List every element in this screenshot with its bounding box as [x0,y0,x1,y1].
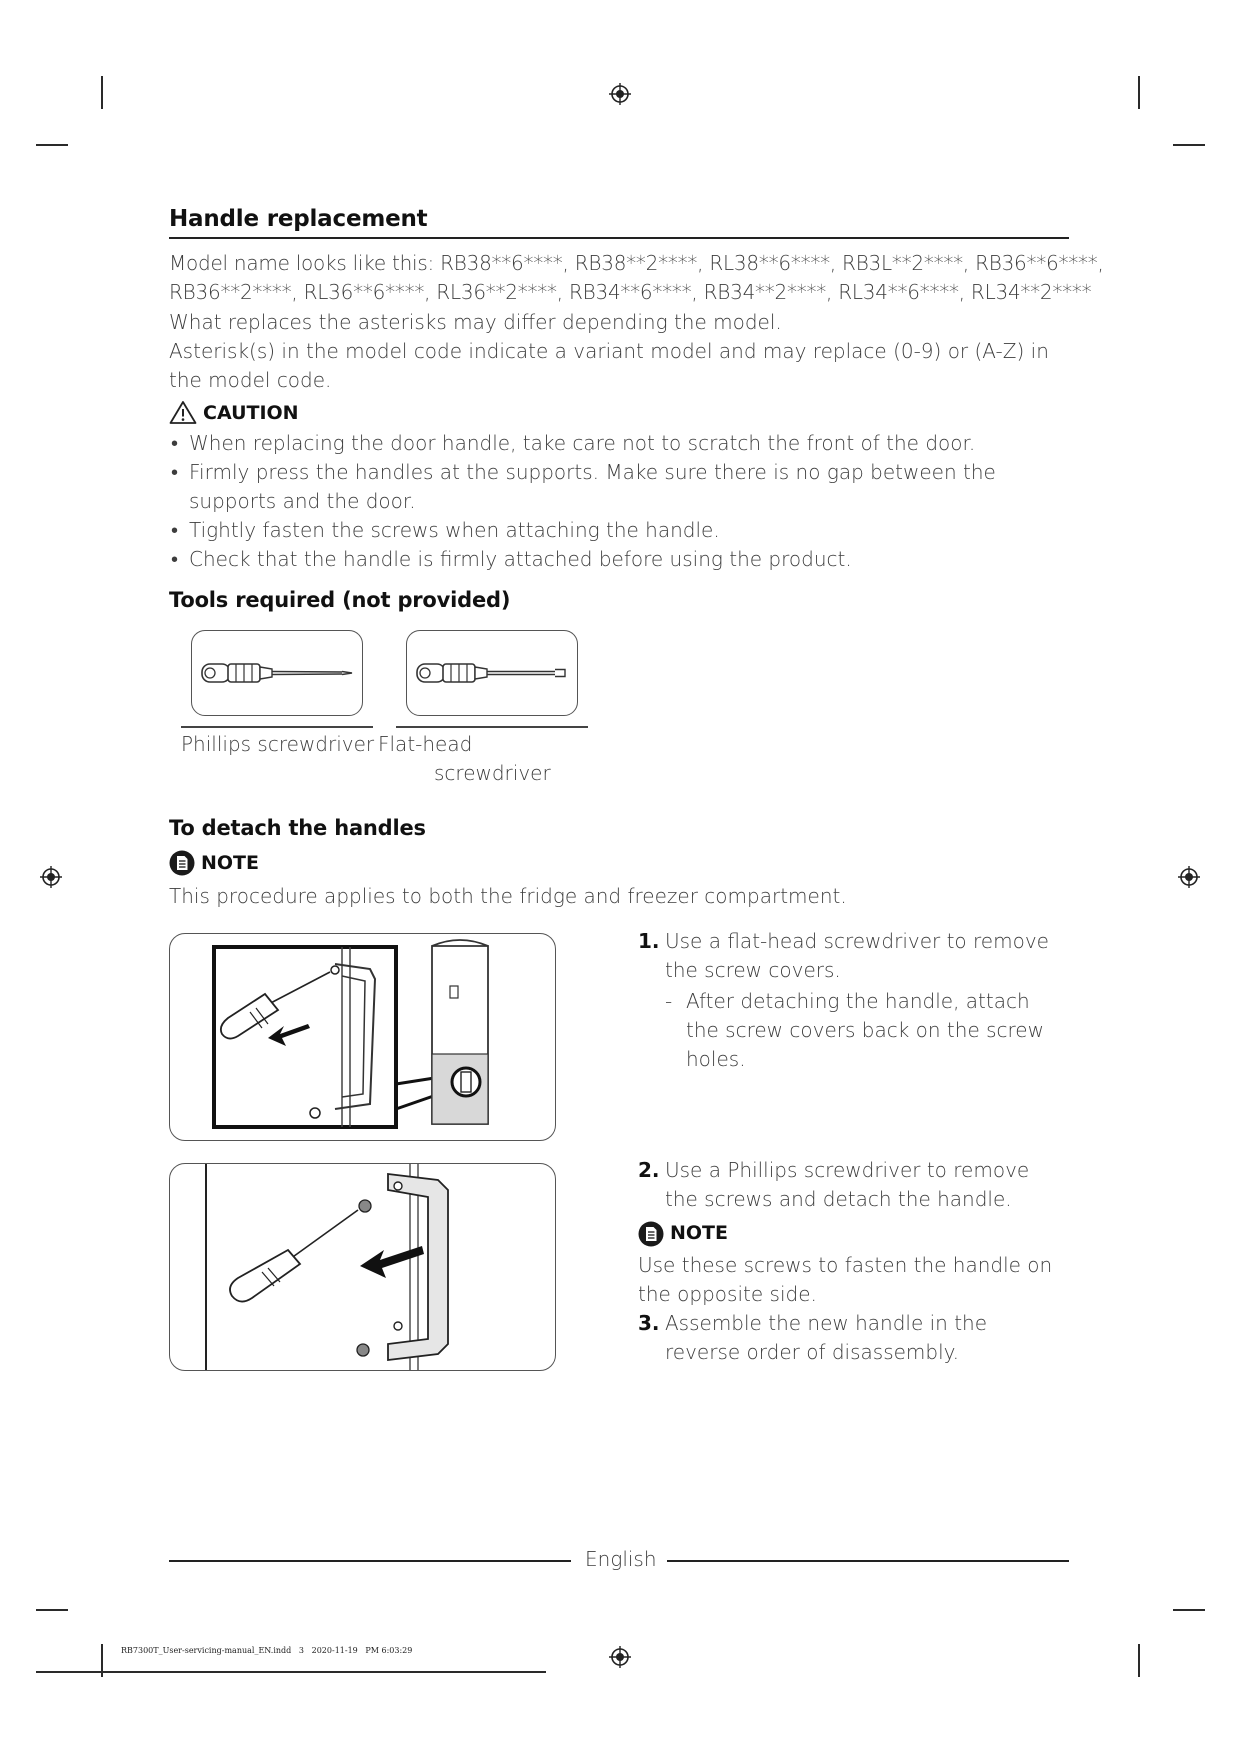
registration-mark-icon [609,1646,631,1668]
caution-block [169,400,1069,574]
warning-triangle-icon [169,400,197,425]
crop-mark [101,76,103,109]
flat-head-screwdriver-illustration [406,630,578,716]
asterisk-note: What replaces the asterisks may differ depending the model. [169,310,782,334]
step-number: 2. [638,1158,660,1182]
crop-mark [36,1609,68,1611]
note-icon [169,850,195,876]
crop-mark [1173,1609,1205,1611]
phillips-screwdriver-illustration [191,630,363,716]
tool-label-flat-head-line2: screwdriver [434,761,551,785]
crop-mark [1138,76,1140,109]
step-subitem [638,987,1068,1074]
tool-label-phillips: Phillips screwdriver [181,732,375,756]
steps-list [638,1156,1068,1367]
step-text: Use a Phillips screwdriver to remove the screws and detach the handle. [665,1158,1030,1211]
step-item [638,1309,1068,1367]
registration-mark-icon [1178,866,1200,888]
footer-rule-left [169,1560,571,1562]
caution-heading [169,400,1069,425]
model-info [169,249,1104,395]
registration-mark-icon [609,83,631,105]
note-heading [638,1219,1068,1248]
detach-title: To detach the handles [169,816,426,840]
note-label: NOTE [201,852,259,874]
dash-marker: - [665,989,673,1013]
list-item: • Check that the handle is firmly attached before using the product. [169,545,1069,574]
title-rule [169,237,1069,239]
file-info: RB7300T_User-servicing-manual_EN.indd 3 2020-11-19 PM 6:03:29 [121,1646,413,1655]
list-item: • When replacing the door handle, take care not to scratch the front of the door. [169,429,1069,458]
caution-list [169,429,1069,574]
tools-title: Tools required (not provided) [169,588,511,612]
note-text: This procedure applies to both the fridge and freezer compartment. [169,884,847,908]
step-text: Assemble the new handle in the reverse order of disassembly. [665,1311,988,1364]
tool-label-flat-head-line1: Flat-head [378,732,473,756]
footer-language: English [585,1547,657,1571]
step-item [638,1156,1068,1214]
tool-rule [396,726,588,728]
flat-head-screwdriver-icon [407,631,577,715]
list-item: • Tightly fasten the screws when attaching the handle. [169,516,1069,545]
step-item [638,927,1068,985]
note-label: NOTE [670,1222,728,1244]
footer-rule-right [667,1560,1069,1562]
note-icon [638,1221,664,1247]
step-text: Use a flat-head screwdriver to remove the screw covers. [665,929,1049,982]
model-line: RB36**2****, RL36**6****, RL36**2****, RB34**6****, RB34**2****, RL34**6****, RL34**2**** [169,280,1092,304]
step2-illustration [169,1163,556,1371]
list-item: • Firmly press the handles at the supports. Make sure there is no gap between the supports and the door. [169,458,1069,516]
step-number: 1. [638,929,660,953]
crop-mark [36,144,68,146]
section-title: Handle replacement [169,206,428,232]
note-heading [169,850,259,876]
screw-cover-removal-illustration [170,934,555,1140]
step-number: 3. [638,1311,660,1335]
crop-mark [1173,144,1205,146]
note-text: Use these screws to fasten the handle on the opposite side. [638,1253,1053,1306]
tool-rule [181,726,373,728]
section-header [169,206,1069,239]
asterisk-note: Asterisk(s) in the model code indicate a variant model and may replace (0-9) or (A-Z) in the model code. [169,339,1049,392]
registration-mark-icon [40,866,62,888]
handle-removal-illustration [170,1164,555,1370]
caution-label: CAUTION [203,401,299,424]
model-line: Model name looks like this: RB38**6****, RB38**2****, RL38**6****, RB3L**2****, RB36**6****, [169,251,1104,275]
steps-list [638,927,1068,1074]
step-subtext: After detaching the handle, attach the screw covers back on the screw holes. [686,989,1044,1071]
crop-mark [1138,1644,1140,1677]
crop-mark [36,1671,546,1673]
step1-illustration [169,933,556,1141]
phillips-screwdriver-icon [192,631,362,715]
